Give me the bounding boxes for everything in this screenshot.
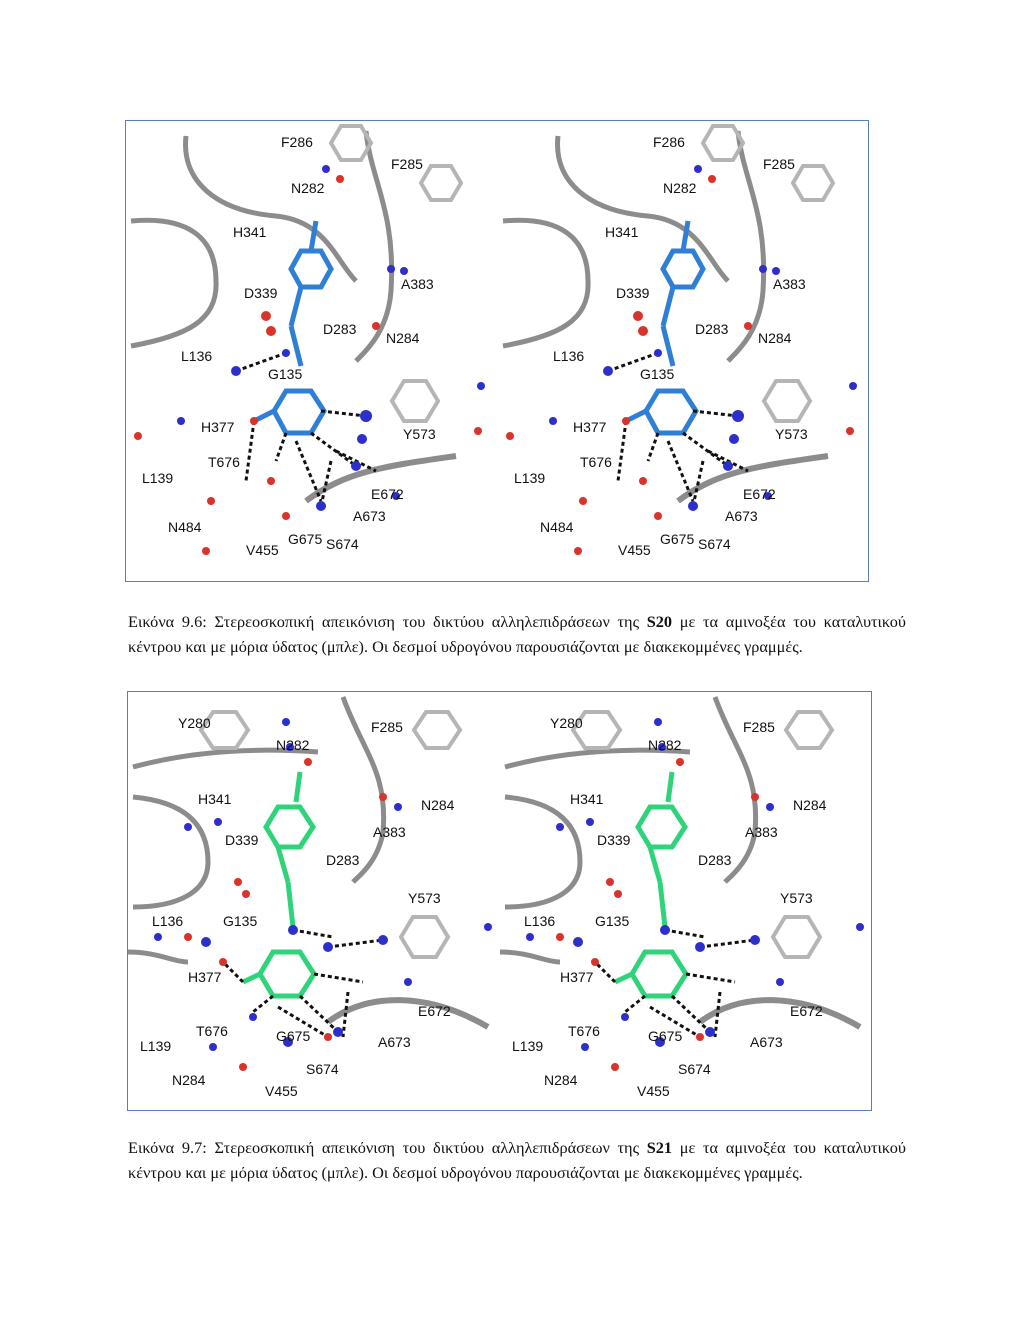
residue-label: N284	[758, 330, 792, 346]
residue-label: S674	[698, 536, 731, 552]
residue-label: N484	[168, 519, 202, 535]
residue-label: D339	[225, 832, 259, 848]
caption-text: με τα αμινοξέα του καταλυτικού κέντρου και με μόρια ύδατος (μπλε). Οι δεσμοί υδρογόνου παρουσιάζονται με διακεκομμένες γραμμές.	[128, 612, 906, 656]
residue-label: G135	[640, 366, 675, 382]
residue-label: G675	[648, 1028, 683, 1044]
phenyl-ring	[331, 126, 371, 160]
residue-label: E672	[418, 1003, 451, 1019]
residue-label: Y573	[775, 426, 808, 442]
backbone-ribbon	[131, 220, 216, 346]
residue-label: E672	[790, 1003, 823, 1019]
tyrosine-ring	[392, 381, 438, 421]
residue-label: N282	[663, 180, 697, 196]
stereo-view-left	[131, 126, 485, 558]
residue-label: H341	[570, 791, 604, 807]
figure-9-7-svg	[128, 692, 872, 1111]
residue-label: Y280	[550, 715, 583, 731]
residue-label: L139	[140, 1038, 172, 1054]
residue-label: L136	[181, 348, 213, 364]
residue-label: D339	[597, 832, 631, 848]
residue-label: S674	[306, 1061, 339, 1077]
residue-label: L139	[512, 1038, 544, 1054]
backbone-ribbon	[503, 220, 588, 346]
phenyl-ring	[786, 712, 832, 748]
backbone-ribbon	[128, 952, 188, 962]
residue-label: V455	[637, 1083, 670, 1099]
residue-label: L136	[524, 913, 556, 929]
residue-label: H377	[560, 969, 594, 985]
hydrogen-bonds	[223, 930, 383, 1037]
residue-label: S674	[326, 536, 359, 552]
residue-label: G675	[660, 531, 695, 547]
phenyl-ring	[421, 166, 461, 200]
stereo-view-right	[500, 697, 864, 1099]
residue-label: A383	[401, 276, 434, 292]
backbone-ribbon	[500, 952, 560, 962]
residue-label: H341	[233, 224, 267, 240]
figure-9-6-caption	[128, 610, 906, 659]
residue-label: N484	[540, 519, 574, 535]
residue-label: H377	[573, 419, 607, 435]
phenyl-ring	[703, 126, 743, 160]
residue-label: T676	[580, 454, 612, 470]
residue-label: F285	[371, 719, 403, 735]
residue-label: G675	[276, 1028, 311, 1044]
tyrosine-ring	[773, 917, 820, 957]
residue-label: E672	[743, 486, 776, 502]
residue-label: Y573	[403, 426, 436, 442]
residue-label: S674	[678, 1061, 711, 1077]
residue-label: D283	[698, 852, 732, 868]
residue-label: N284	[386, 330, 420, 346]
phenyl-ring	[414, 712, 460, 748]
residue-label: H377	[201, 419, 235, 435]
residue-label: V455	[246, 542, 279, 558]
residue-label: T676	[196, 1023, 228, 1039]
residue-label: A673	[725, 508, 758, 524]
residue-label: F285	[743, 719, 775, 735]
residue-label: H341	[198, 791, 232, 807]
compound-name: S20	[646, 612, 673, 632]
residue-label: H341	[605, 224, 639, 240]
hydrogen-bonds	[236, 353, 376, 506]
residue-label: N282	[291, 180, 325, 196]
residue-label: N284	[793, 797, 827, 813]
ligand-s20	[254, 221, 331, 433]
caption-text: Εικόνα 9.7: Στερεοσκοπική απεικόνιση του δικτύου αλληλεπιδράσεων της	[128, 1138, 647, 1158]
residue-label: A673	[353, 508, 386, 524]
residue-label: A383	[745, 824, 778, 840]
residue-label: Y573	[780, 890, 813, 906]
residue-label: D283	[326, 852, 360, 868]
residue-label: V455	[618, 542, 651, 558]
residue-label: G675	[288, 531, 323, 547]
residue-label: F286	[281, 134, 313, 150]
residue-label: L139	[514, 470, 546, 486]
residue-label: H377	[188, 969, 222, 985]
residue-label: A673	[378, 1034, 411, 1050]
backbone-ribbon	[505, 797, 580, 907]
residue-label: N282	[276, 737, 310, 753]
residue-label: F285	[763, 156, 795, 172]
hydrogen-bonds	[608, 353, 748, 506]
residue-label: L136	[152, 913, 184, 929]
residue-label: G135	[268, 366, 303, 382]
figure-9-6-stereo-image	[125, 120, 869, 582]
ligand-s21	[615, 772, 686, 996]
backbone-ribbon	[700, 1000, 860, 1027]
residue-label: Y280	[178, 715, 211, 731]
tyrosine-ring	[401, 917, 448, 957]
residue-label: D283	[323, 321, 357, 337]
stereo-view-right	[503, 126, 857, 558]
residue-label: N284	[172, 1072, 206, 1088]
backbone-ribbon	[133, 797, 208, 907]
residue-label: D283	[695, 321, 729, 337]
phenyl-ring	[793, 166, 833, 200]
backbone-ribbon	[328, 1000, 488, 1027]
residue-label: N284	[544, 1072, 578, 1088]
residue-label: E672	[371, 486, 404, 502]
ligand-s20	[626, 221, 703, 433]
caption-text: με τα αμινοξέα του καταλυτικού κέντρου και με μόρια ύδατος (μπλε). Οι δεσμοί υδρογόνου παρουσιάζονται με διακεκομμένες γραμμές.	[128, 1138, 906, 1182]
residue-label: G135	[223, 913, 258, 929]
residue-label: G135	[595, 913, 630, 929]
residue-label: V455	[265, 1083, 298, 1099]
ligand-s21	[243, 772, 314, 996]
residue-label: T676	[568, 1023, 600, 1039]
residue-label: D339	[244, 285, 278, 301]
residue-label: F286	[653, 134, 685, 150]
figure-9-7-caption	[128, 1136, 906, 1185]
residue-label: F285	[391, 156, 423, 172]
stereo-view-left	[128, 697, 492, 1099]
residue-label: A383	[773, 276, 806, 292]
residue-label: A673	[750, 1034, 783, 1050]
residue-label: A383	[373, 824, 406, 840]
figure-9-6-svg	[126, 121, 869, 582]
residue-label: T676	[208, 454, 240, 470]
residue-label: Y573	[408, 890, 441, 906]
compound-name: S21	[646, 1138, 673, 1158]
residue-label: N284	[421, 797, 455, 813]
residue-label: N282	[648, 737, 682, 753]
residue-label: L139	[142, 470, 174, 486]
residue-label: L136	[553, 348, 585, 364]
residue-label: D339	[616, 285, 650, 301]
hydrogen-bonds	[595, 930, 755, 1037]
caption-text: Εικόνα 9.6: Στερεοσκοπική απεικόνιση του δικτύου αλληλεπιδράσεων της	[128, 612, 647, 632]
figure-9-7-stereo-image	[127, 691, 872, 1111]
tyrosine-ring	[764, 381, 810, 421]
